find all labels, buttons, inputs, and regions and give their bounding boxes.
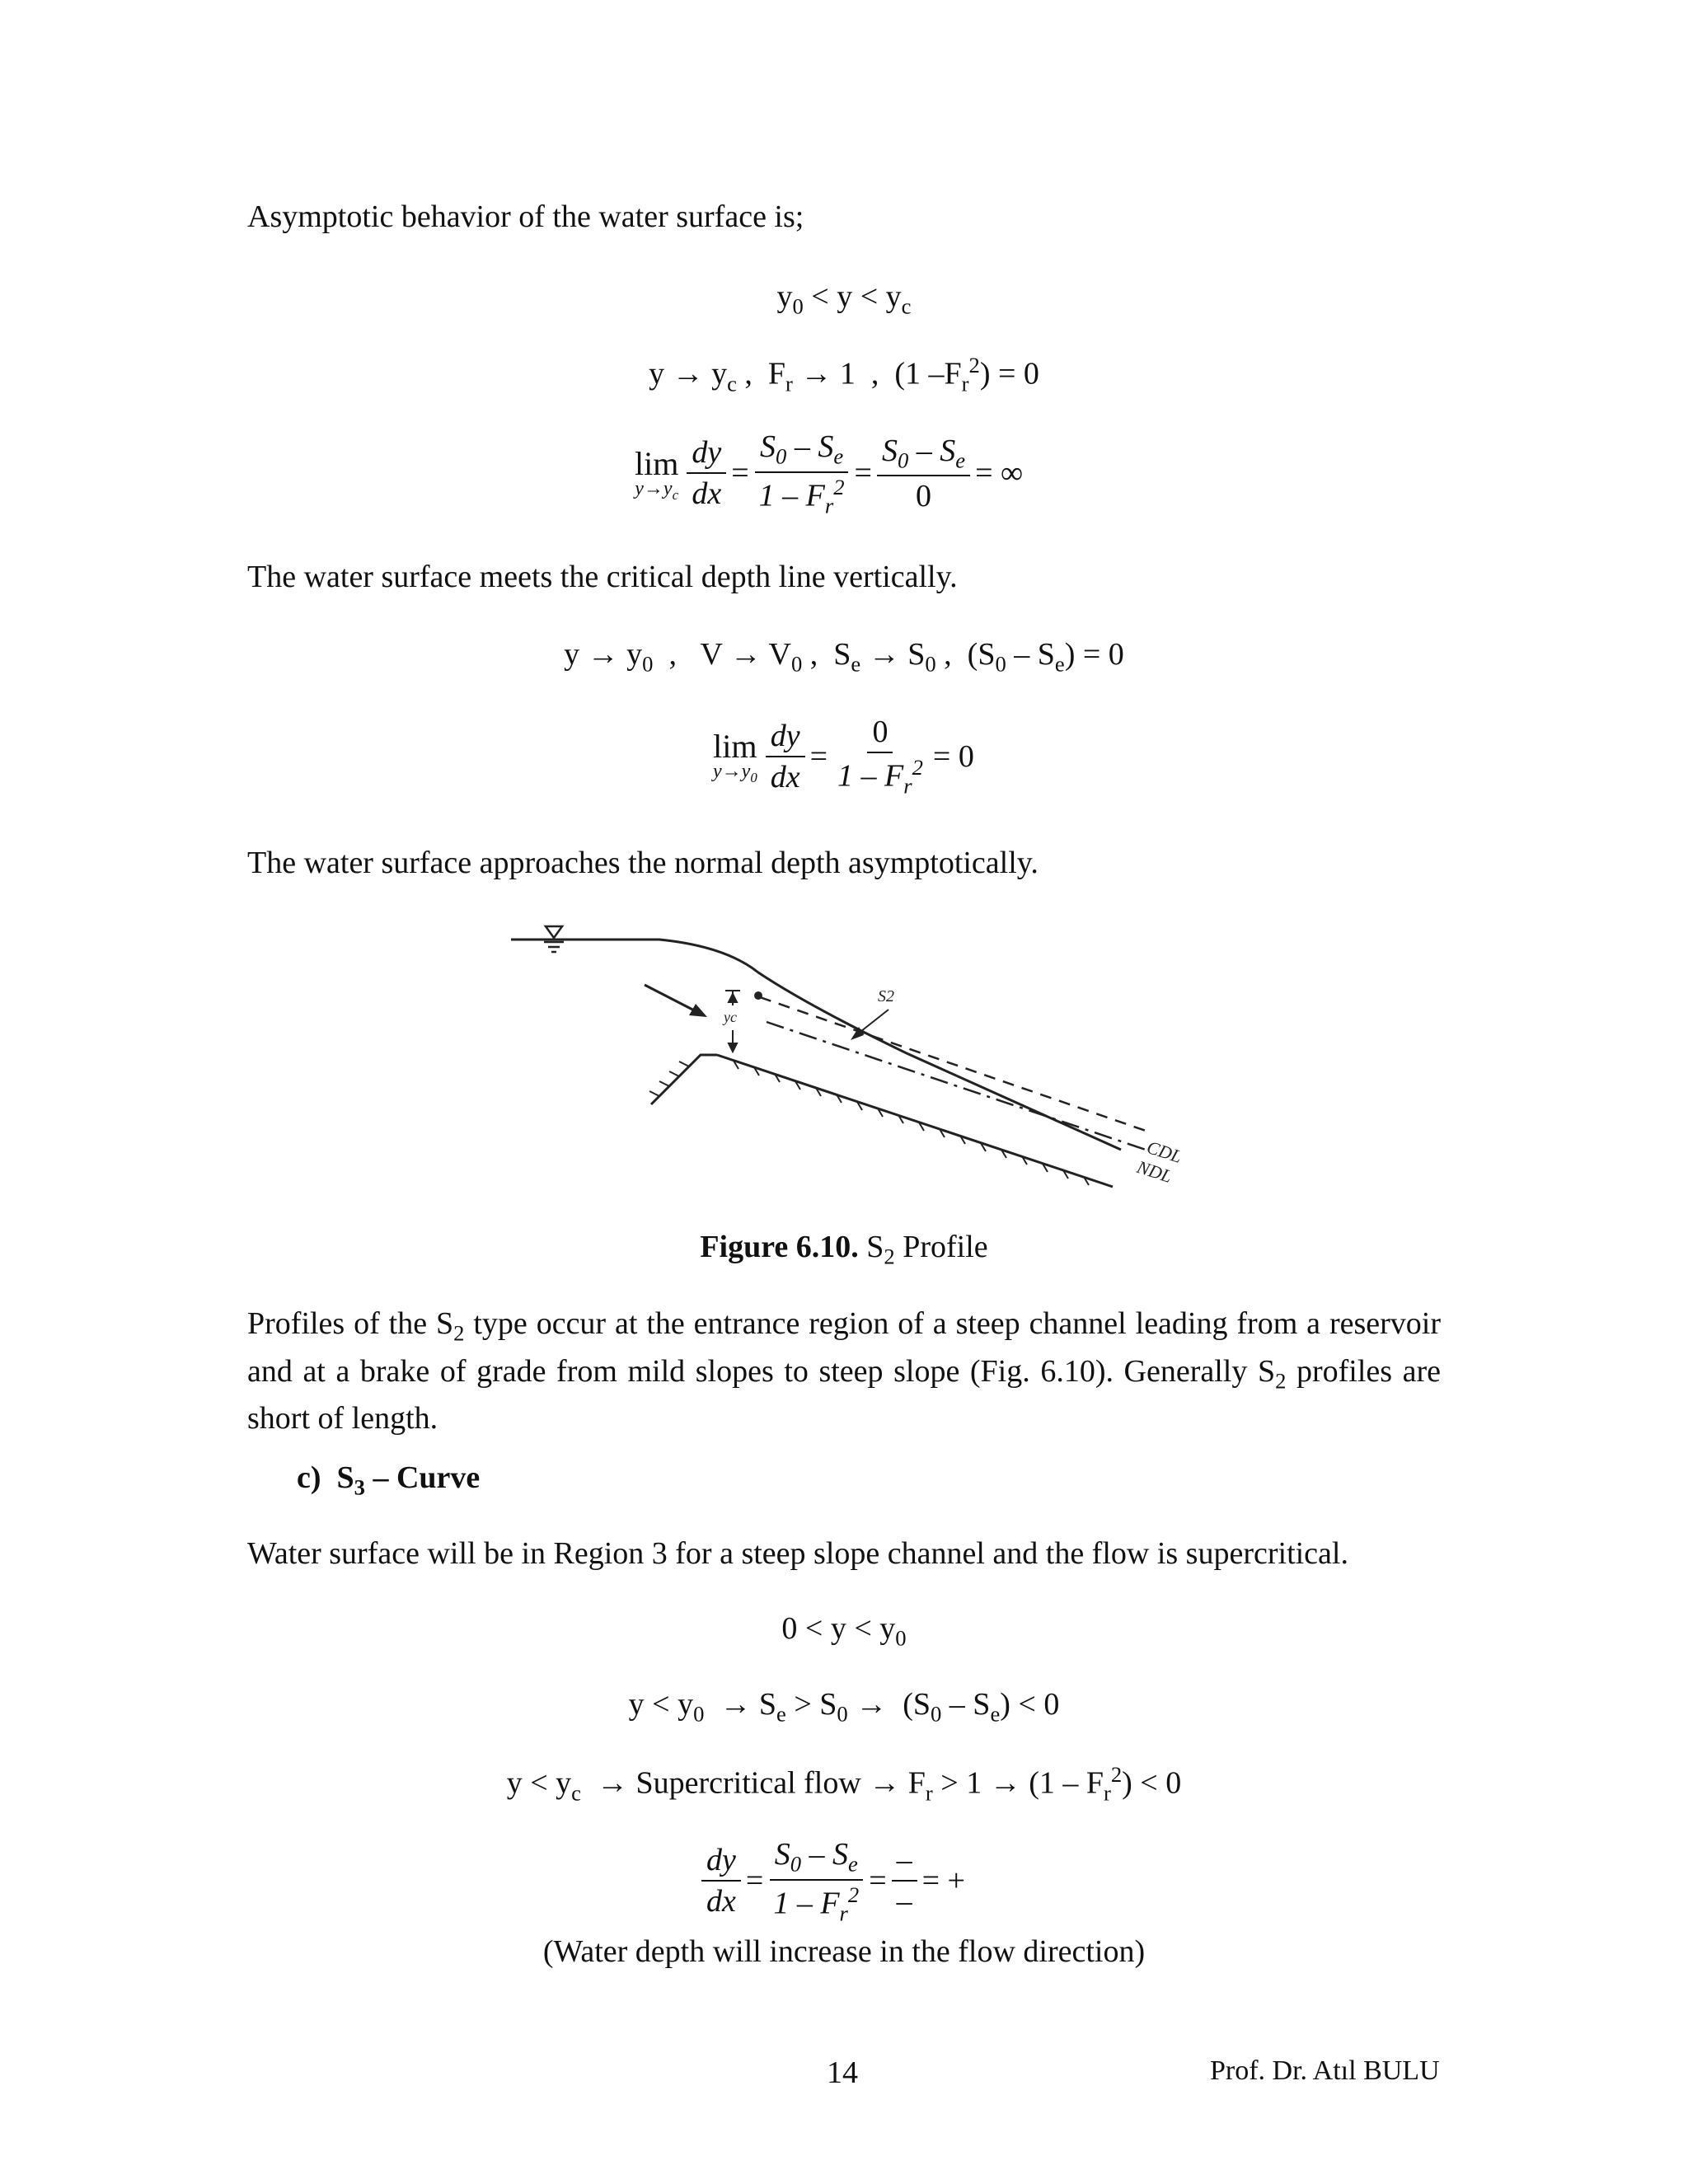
inlet-hatch [649, 1062, 689, 1096]
yc-label: yc [724, 1009, 737, 1025]
s2-profile-figure [495, 915, 1203, 1203]
equation-normal-limit-conditions: $y \to y_0$ , $V \to V_0$ , $S_e \to S_0$ , $(S_0 - S_e) = 0$ [564, 637, 1124, 677]
ndl-label: NDL [1134, 1155, 1175, 1187]
asymptotic-intro-text: Asymptotic behavior of the water surface is; [247, 199, 804, 234]
equation-limit-normal: lim $y\to y_0$ $\frac{dy}{dx}$ = $\frac{0}{1 - F_r^2}$ = 0 [713, 715, 974, 799]
equation-s3-depth-range: $0 < y < y_0$ [781, 1611, 907, 1651]
inlet-wall [651, 1055, 717, 1104]
flow-direction-arrow [645, 985, 701, 1014]
channel-bed [717, 1055, 1113, 1187]
figure-caption [0, 1228, 1688, 1276]
approaches-normal-text: The water surface approaches the normal depth asymptotically. [247, 846, 1039, 880]
s2-water-surface-profile [511, 940, 1121, 1150]
critical-depth-line [760, 997, 1146, 1131]
equation-limit-critical: lim $y\to y_c$ $\frac{dy}{dx}$ = $\frac{S_0 - S_e}{1 - F_r^2}$ = $\frac{S_0 - S_e}{0}$ = ∞ [635, 429, 1024, 518]
figure-caption-text: $S_2$ Profile [866, 1230, 988, 1269]
s2-description-text: Profiles of the $S_2$ type occur at the entrance region of a steep channel leading from a reservoir and at a brake of grade from mild slopes to steep slope (Fig. 6.10). Generally $S_2$ profiles are short of length. [247, 1306, 1441, 1436]
depth-increase-text: (Water depth will increase in the flow direction) [542, 1934, 1146, 1969]
figure-caption-label: Figure 6.10. [700, 1230, 859, 1264]
normal-depth-line [767, 1022, 1146, 1150]
footer-author: Prof. Dr. Atıl BULU [1210, 2055, 1440, 2086]
page-number: 14 [827, 2055, 858, 2090]
heading-label: c) [297, 1460, 321, 1495]
equation-s3-energy-slope: $y < y_0 \to S_e > S_0 \to (S_0 - S_e) < 0$ [628, 1687, 1060, 1727]
s2-label: S2 [878, 987, 894, 1005]
s3-region-text: Water surface will be in Region 3 for a steep slope channel and the flow is supercritical. [247, 1536, 1348, 1571]
equation-s3-supercritical: $y < y_c$ → Supercritical flow → $F_r > 1 \to (1 - F_r^2) < 0$ [506, 1762, 1182, 1806]
cdl-label: CDL [1144, 1136, 1184, 1167]
equation-s3-slope-sign: $\frac{dy}{dx}$ = $\frac{S_0 - S_e}{1 - F_r^2}$ = $\frac{-}{-}$ = + [696, 1836, 965, 1926]
equation-depth-range: $y_0 < y < y_c$ [776, 279, 912, 319]
equation-critical-limit-conditions: $y \to y_c$ , $F_r \to 1$ , (1 $-F_r^2) = 0$ [649, 353, 1039, 396]
meets-critical-text: The water surface meets the critical depth line vertically. [247, 560, 958, 594]
section-heading-s3-curve: c) $S_3$ – Curve [297, 1460, 481, 1500]
